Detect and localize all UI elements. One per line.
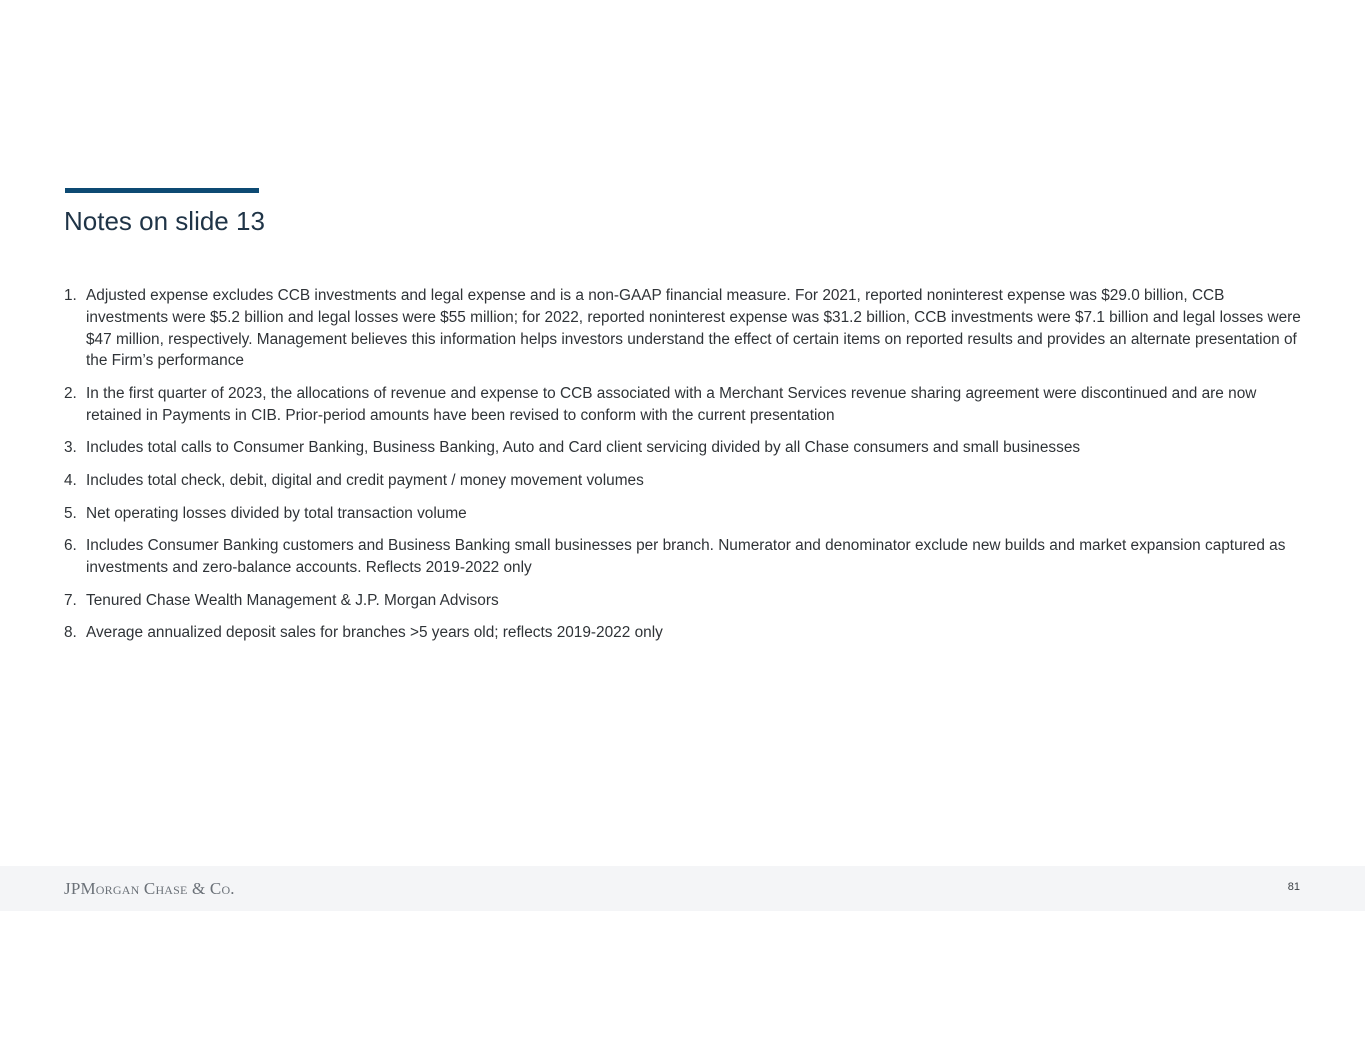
note-text: Tenured Chase Wealth Management & J.P. Morgan Advisors <box>86 591 499 609</box>
note-item-5 <box>64 503 1304 525</box>
page-number: 81 <box>1287 881 1300 893</box>
note-text: Adjusted expense excludes CCB investments and legal expense and is a non-GAAP financial measure. For 2021, reported noninterest expense was $29.0 billion, CCB investments were $5.2 billion and legal losses were $55 million; for 2022, reported noninterest expense was $31.2 billion, CCB investments were $7.1 billion and legal losses were $47 million, respectively. Management believes this information helps investors understand the effect of certain items on reported results and provides an alternate presentation of the Firm’s performance <box>86 287 1301 370</box>
note-number: 3. <box>64 439 77 457</box>
note-number: 1. <box>64 287 77 304</box>
title-accent-bar <box>65 188 259 193</box>
note-item-3 <box>64 437 1304 459</box>
company-logo: JPMorgan Chase & Co. <box>64 879 235 898</box>
note-item-6 <box>64 535 1304 579</box>
note-number: 8. <box>64 624 77 642</box>
note-text: Includes total check, debit, digital and credit payment / money movement volumes <box>86 471 644 489</box>
note-number: 2. <box>64 384 77 402</box>
note-text: Includes total calls to Consumer Banking, Business Banking, Auto and Card client servicing divided by all Chase consumers and small businesses <box>86 439 1081 457</box>
slide-title: Notes on slide 13 <box>64 206 265 236</box>
note-item-2 <box>64 383 1304 427</box>
note-number: 5. <box>64 504 77 522</box>
note-text: Average annualized deposit sales for branches >5 years old; reflects 2019-2022 only <box>86 624 663 642</box>
note-number: 4. <box>64 471 77 489</box>
note-item-4 <box>64 470 1304 492</box>
note-text: Net operating losses divided by total transaction volume <box>86 504 467 522</box>
note-text: In the first quarter of 2023, the allocations of revenue and expense to CCB associated with a Merchant Services revenue sharing agreement were discontinued and are now retained in Payments in CIB. Prior-period amounts have been revised to conform with the current presentation <box>86 384 1257 424</box>
footer-bar <box>0 866 1365 911</box>
note-text: Includes Consumer Banking customers and Business Banking small businesses per branch. Numerator and denominator exclude new builds and market expansion captured as investments and zero-balance accounts. Reflects 2019-2022 only <box>86 537 1286 576</box>
notes-list <box>64 285 1304 655</box>
note-item-7 <box>64 590 1304 612</box>
note-item-1 <box>64 285 1304 372</box>
note-item-8 <box>64 622 1304 644</box>
note-number: 7. <box>64 591 77 609</box>
note-number: 6. <box>64 537 77 555</box>
